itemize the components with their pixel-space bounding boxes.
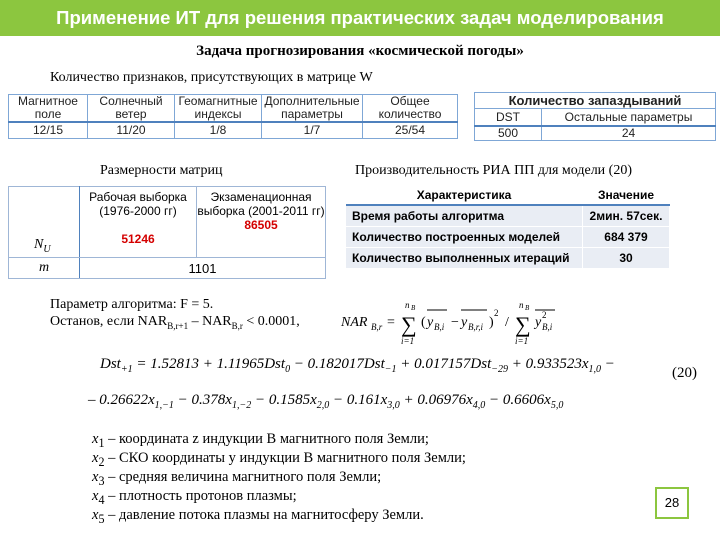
perf-row-name: Количество построенных моделей bbox=[346, 227, 583, 248]
nar-formula bbox=[335, 296, 575, 348]
definition-item: $x_5$ – давление потока плазмы на магнитосферу Земли. bbox=[92, 507, 424, 526]
svg-text:B,r,i: B,r,i bbox=[468, 322, 484, 332]
definition-item: $x_4$ – плотность протонов плазмы; bbox=[92, 488, 297, 507]
perf-table bbox=[346, 186, 670, 269]
svg-text:y: y bbox=[535, 315, 542, 330]
param-line: Параметр алгоритма: F = 5. bbox=[50, 297, 214, 312]
svg-text:n: n bbox=[405, 300, 410, 310]
features-value: 11/20 bbox=[88, 122, 175, 139]
dims-value: 51246 bbox=[121, 232, 155, 246]
svg-text:2: 2 bbox=[542, 310, 547, 320]
svg-text:B,i: B,i bbox=[542, 322, 553, 332]
perf-row-name: Количество выполненных итераций bbox=[346, 248, 583, 269]
perf-caption: Производительность РИА ПП для модели (20) bbox=[355, 163, 632, 178]
dims-value: 86505 bbox=[244, 218, 278, 232]
dims-caption: Размерности матриц bbox=[100, 163, 223, 178]
features-value: 1/8 bbox=[175, 122, 262, 139]
dims-value: 1101 bbox=[80, 258, 326, 279]
perf-header: Характеристика bbox=[346, 186, 583, 205]
stop-condition: Останов, если $NAR_{B,r+1} - NAR_{B,r} < 0.0001$, bbox=[50, 314, 300, 331]
features-header: Магнитное поле bbox=[9, 95, 88, 123]
svg-text:NAR: NAR bbox=[341, 315, 368, 330]
equation-number: (20) bbox=[672, 365, 697, 381]
features-header: Общее количество bbox=[363, 95, 458, 123]
dims-table bbox=[8, 186, 326, 279]
definition-item: $x_1$ – координата z индукции B магнитного поля Земли; bbox=[92, 431, 429, 450]
dims-col-header: Рабочая выборка (1976-2000 гг) bbox=[89, 190, 187, 218]
delays-header: DST bbox=[475, 109, 542, 127]
slide-subtitle: Задача прогнозирования «космической погоды» bbox=[196, 43, 524, 59]
features-caption: Количество признаков, присутствующих в матрице W bbox=[50, 70, 373, 85]
features-value: 25/54 bbox=[363, 122, 458, 139]
svg-text:∑: ∑ bbox=[515, 312, 531, 337]
dims-row-label: $N_U$ bbox=[34, 237, 51, 255]
algorithm-params bbox=[50, 296, 300, 335]
svg-text:B: B bbox=[411, 304, 416, 312]
svg-text:y: y bbox=[461, 315, 468, 330]
variable-definitions bbox=[92, 430, 466, 525]
perf-row-value: 684 379 bbox=[583, 227, 670, 248]
delays-table bbox=[474, 92, 716, 141]
svg-text:n: n bbox=[519, 300, 524, 310]
dims-col-header: Экзаменационная выборка (2001-2011 гг) bbox=[197, 190, 325, 218]
svg-text:B,r: B,r bbox=[371, 322, 383, 332]
perf-row-value: 2мин. 57сек. bbox=[583, 205, 670, 227]
features-value: 1/7 bbox=[262, 122, 363, 139]
features-header: Геомагнитные индексы bbox=[175, 95, 262, 123]
svg-text:2: 2 bbox=[494, 308, 499, 318]
svg-text:(: ( bbox=[421, 315, 426, 330]
svg-text:=: = bbox=[387, 315, 395, 330]
page-number: 28 bbox=[655, 487, 689, 519]
delays-header: Остальные параметры bbox=[542, 109, 716, 127]
slide-title: Применение ИТ для решения практических задач моделирования bbox=[0, 0, 720, 36]
model-equation-line1: $Dst_{+1} = 1.52813 + 1.11965Dst_0 - 0.182017Dst_{-1} + 0.017157Dst_{-29} + 0.933523x_{1,0}$ − bbox=[100, 356, 615, 375]
svg-text:B: B bbox=[525, 304, 530, 312]
delays-value: 24 bbox=[542, 126, 716, 141]
definition-item: $x_2$ – СКО координаты y индукции B магнитного поля Земли; bbox=[92, 450, 466, 469]
svg-text:∑: ∑ bbox=[401, 312, 417, 337]
dims-row-label: m bbox=[38, 260, 50, 275]
perf-row-name: Время работы алгоритма bbox=[346, 205, 583, 227]
svg-text:/: / bbox=[505, 315, 509, 330]
svg-text:B,i: B,i bbox=[434, 322, 445, 332]
perf-header: Значение bbox=[583, 186, 670, 205]
delays-value: 500 bbox=[475, 126, 542, 141]
svg-text:−: − bbox=[451, 315, 459, 330]
features-value: 12/15 bbox=[9, 122, 88, 139]
svg-text:): ) bbox=[489, 315, 494, 330]
features-header: Солнечный ветер bbox=[88, 95, 175, 123]
svg-text:i=1: i=1 bbox=[515, 336, 529, 346]
delays-title: Количество запаздываний bbox=[475, 93, 716, 109]
perf-row-value: 30 bbox=[583, 248, 670, 269]
definition-item: $x_3$ – средняя величина магнитного поля Земли; bbox=[92, 469, 382, 488]
model-equation-line2: – $0.26622x_{1,-1} - 0.378x_{1,-2} - 0.1585x_{2,0} - 0.161x_{3,0} + 0.06976x_{4,0} - 0.6606x_{5,0}$ bbox=[88, 392, 564, 411]
features-table bbox=[8, 94, 458, 139]
svg-text:i=1: i=1 bbox=[401, 336, 415, 346]
svg-text:y: y bbox=[427, 315, 434, 330]
features-header: Дополнительные параметры bbox=[262, 95, 363, 123]
